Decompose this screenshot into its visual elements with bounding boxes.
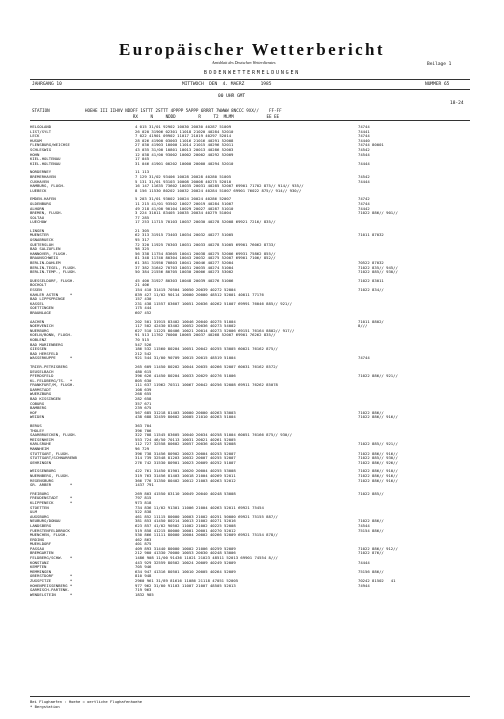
report-supplement: 74744 bbox=[358, 200, 370, 206]
report-supplement: 71022 886// 910// bbox=[358, 468, 398, 474]
report-code: 422 761 31450 81901 10020 20004 40255 53008 bbox=[135, 468, 236, 474]
station-name: BAD HERSFELD bbox=[30, 350, 59, 356]
station-name: ALHORN bbox=[30, 205, 45, 211]
report-code: 438 688 32459 80602 10005 21010 40263 51004 bbox=[135, 414, 236, 420]
report-code: 268 655 bbox=[135, 391, 152, 397]
station-name: WEISSENBURG bbox=[30, 468, 56, 474]
report-code: 11 215 41/01 93502 10027 20019 40284 51007 bbox=[135, 200, 234, 206]
column-header-rule bbox=[30, 120, 470, 121]
station-name: ULM bbox=[30, 509, 38, 515]
station-name: NEUBURG/DONAU bbox=[30, 518, 61, 524]
station-name: WUERZBURG bbox=[30, 391, 52, 397]
report-code: 607 452 bbox=[135, 309, 152, 315]
station-name: WENDELSTEIN * bbox=[30, 591, 73, 597]
station-name: AUGSBURG bbox=[30, 513, 49, 519]
station-group bbox=[30, 170, 470, 193]
report-code: 112 727 32558 80602 10057 20036 40248 52008 bbox=[135, 441, 236, 447]
station-name: MUENCHEN, FLUGH. bbox=[30, 532, 68, 538]
report-code: 21 305 bbox=[135, 227, 150, 233]
report-code: 81 348 11740 80304 10043 20032 40275 52007 69901 7106/ 852// bbox=[135, 255, 276, 261]
report-code: 973 818 bbox=[135, 499, 152, 505]
station-group bbox=[30, 469, 470, 487]
report-supplement: 74744 bbox=[358, 355, 370, 361]
report-code: 154 410 31415 70504 10050 20039 40272 52004 bbox=[135, 287, 236, 292]
station-name: BRAUNSCHWEIG bbox=[30, 255, 59, 261]
report-code: 16 147 11635 73602 10035 20031 40285 52007 69901 71702 875// 914// 935// bbox=[135, 183, 304, 189]
report-code: 186 532 11560 80204 10051 20042 40255 53005 60021 76162 875// bbox=[135, 346, 278, 352]
station-name: GUETERSLOH bbox=[30, 241, 54, 247]
report-code: 231 438 11557 83607 10051 20036 40262 51007 69991 76046 885// 921// bbox=[135, 300, 292, 306]
report-code: 269 803 41550 83110 10049 20040 40248 53008 bbox=[135, 490, 236, 496]
station-name: OSNABRUECK bbox=[30, 237, 54, 243]
report-code: 396 738 31456 80902 10023 20004 40253 52007 bbox=[135, 450, 236, 456]
observation-time: 00 UHR GMT bbox=[218, 94, 246, 99]
report-code: 111 637 11962 70311 10067 20042 40256 52008 69911 76262 85078 bbox=[135, 382, 278, 388]
report-code: 2960 961 31/89 81616 11086 21118 47051 52005 bbox=[135, 578, 239, 584]
footer-rule bbox=[30, 696, 470, 697]
station-name: KIEL-HOLTENAU bbox=[30, 156, 61, 162]
station-name: AACHEN bbox=[30, 318, 45, 324]
station-table bbox=[30, 125, 470, 601]
report-subtitle: Amtsblatt des Deutschen Wetterdienstes bbox=[212, 60, 276, 65]
report-code: 17 253 11715 70103 10037 20030 40278 52008 69921 7216/ 835// bbox=[135, 219, 276, 225]
station-name: FRANKFURT/M, FLUGH. bbox=[30, 382, 75, 388]
report-supplement: 71022 885// 921// bbox=[358, 441, 398, 447]
report-code: 8 156 11530 80202 10032 20024 40284 51007 69901 76022 875// 914// 930// bbox=[135, 187, 302, 193]
station-group bbox=[30, 492, 470, 598]
station-name: ERDING bbox=[30, 536, 45, 542]
table-row bbox=[30, 461, 470, 466]
report-code: 96 729 bbox=[135, 446, 150, 451]
station-name: KEMPTEN bbox=[30, 564, 47, 570]
report-code: 314 739 32548 81203 10032 20007 40255 52007 bbox=[135, 455, 236, 461]
station-name: LINGEN bbox=[30, 227, 45, 233]
station-name: THOLEY bbox=[30, 427, 45, 433]
station-name: KOBLENZ bbox=[30, 336, 47, 342]
station-group bbox=[30, 197, 470, 225]
station-name: FLENSBURG/WEICHSE bbox=[30, 142, 70, 148]
report-supplement: 71022 876// bbox=[358, 550, 384, 556]
beilage-label: Beilage 1 bbox=[427, 62, 452, 67]
station-name: STOETTEN bbox=[30, 504, 49, 510]
station-name: GR. ARBER * bbox=[30, 482, 73, 488]
station-name: MUEHLDORF bbox=[30, 541, 52, 547]
report-code: 175 444 bbox=[135, 305, 152, 311]
report-code: 37 382 31642 70703 10031 20035 40274 51004 bbox=[135, 264, 234, 270]
report-code: 443 929 32559 80502 10024 20009 40249 52009 bbox=[135, 559, 236, 565]
report-supplement: 71022 886// bbox=[358, 409, 384, 415]
station-name: BERLIN-DAHLEM bbox=[30, 260, 61, 266]
report-supplement: 74440 bbox=[358, 137, 370, 143]
report-code: 480 615 bbox=[135, 368, 152, 374]
table-row bbox=[30, 483, 470, 488]
report-supplement: 71022 886// 926// bbox=[358, 459, 398, 465]
report-code: 77 285 bbox=[135, 214, 150, 220]
report-code: 634 947 41316 80501 10010 20005 40264 52009 bbox=[135, 568, 236, 574]
station-name: LUECHOW bbox=[30, 219, 47, 225]
report-code: 409 893 31440 80000 10002 21006 40259 52009 bbox=[135, 545, 236, 551]
station-name: WASSERKUPPE * bbox=[30, 355, 73, 361]
report-code: 553 724 46/50 70113 10031 20021 40261 52005 bbox=[135, 436, 236, 442]
report-code: 276 742 31530 80901 10023 20009 40252 51007 bbox=[135, 459, 236, 465]
report-supplement: 74444 bbox=[358, 559, 370, 565]
report-code: 98 325 bbox=[135, 246, 150, 252]
station-name: MEISENHEIM bbox=[30, 436, 54, 442]
station-name: ZUGSPITZE * bbox=[30, 578, 73, 584]
report-title: Europäischer Wetterbericht bbox=[119, 40, 385, 59]
station-group bbox=[30, 424, 470, 465]
station-name: FREUDENSTADT * bbox=[30, 495, 73, 501]
table-row bbox=[30, 162, 470, 167]
station-name: SOLTAU bbox=[30, 214, 45, 220]
report-code: 265 609 11450 80202 10044 20035 40266 52007 60031 76162 8572/ bbox=[135, 363, 278, 369]
report-supplement: 74544 bbox=[358, 151, 370, 157]
report-supplement: 71022 886// 912// bbox=[358, 545, 398, 551]
station-name: BERLIN-TEGEL, FLUGH. bbox=[30, 264, 77, 270]
report-code: 91 513 11762 70000 10065 20037 40268 52007 69901 76262 835// bbox=[135, 332, 276, 338]
report-code: 734 836 11/02 91301 11006 21004 40263 52011 69921 75454 bbox=[135, 504, 264, 510]
station-name: BAD MARIENBERG bbox=[30, 341, 63, 347]
station-name: DEUSELBACH bbox=[30, 368, 54, 374]
report-supplement: 74742 bbox=[358, 196, 370, 202]
report-code: 319 763 31456 81403 10018 21004 40269 52011 bbox=[135, 472, 236, 478]
report-supplement: 71022 885// 930// bbox=[358, 455, 398, 461]
report-code: 27 030 41903 10000 11014 21015 40296 52011 bbox=[135, 142, 234, 148]
report-supplement: 71022 886// 916// bbox=[358, 414, 398, 420]
footer-note-mountain: * Bergstation bbox=[30, 704, 60, 709]
header-rule-mid bbox=[30, 89, 470, 90]
station-name: STUTTGART/SCHNARRENB bbox=[30, 455, 77, 461]
station-name: HUSUM bbox=[30, 137, 42, 143]
report-supplement: 71022 834// bbox=[358, 287, 384, 292]
station-name: PFERDSFELD bbox=[30, 373, 54, 379]
report-code: 212 900 41330 70000 10053 20030 40248 53006 bbox=[135, 550, 236, 556]
station-name: LIST/SYLT bbox=[30, 128, 52, 134]
report-supplement: 74944 bbox=[358, 582, 370, 588]
report-code: 45 400 31927 80303 10048 20039 40276 51006 bbox=[135, 277, 234, 283]
report-code: 50 384 21556 80705 10030 20006 40273 53002 bbox=[135, 269, 234, 275]
report-supplement: 70522 87032 bbox=[358, 260, 384, 266]
station-name: STUTTGART, FLUGH. bbox=[30, 450, 70, 456]
report-supplement: 71022 886// 921// bbox=[358, 373, 398, 379]
station-name: MANNHEIM bbox=[30, 446, 49, 451]
station-name: EMDEN-HAFEN bbox=[30, 196, 56, 202]
report-code: 212 542 bbox=[135, 350, 152, 356]
report-code: 1832 985 bbox=[135, 591, 154, 597]
report-code: 401 875 bbox=[135, 541, 152, 547]
station-name: HOF bbox=[30, 409, 38, 415]
station-name: COBURG bbox=[30, 400, 45, 406]
station-name: KLIPPENECK * bbox=[30, 499, 73, 505]
report-number: NUMMER 65 bbox=[425, 82, 450, 87]
report-code: 977 962 31/00 91103 11007 21007 48505 52013 bbox=[135, 582, 236, 588]
station-name: WEIDEN bbox=[30, 414, 45, 420]
station-name: KARLSRUHE bbox=[30, 441, 52, 447]
report-code: 157 430 bbox=[135, 296, 152, 302]
report-code: 1486 908 11/00 91436 11021 21023 48511 52013 69901 74554 8/// bbox=[135, 555, 278, 561]
station-name: SCHLESWIG bbox=[30, 146, 52, 152]
report-code: 282 658 bbox=[135, 396, 152, 402]
column-header-line2: RX N NDDD R T2 MLMM EE EE bbox=[32, 114, 280, 119]
column-header-line1: STATION HOEHE III IIHVV NDDFF 1STTT 2STTT 4PPPP 5APPP 6RRRT 7WWWW 8NCCC 9XX// FF-FF bbox=[32, 108, 282, 113]
station-name: REGENSBURG bbox=[30, 477, 54, 483]
station-name: BREMERHAVEN bbox=[30, 173, 56, 179]
section-title: BODENWETTERMELDUNGEN bbox=[203, 70, 301, 76]
report-code: 805 630 bbox=[135, 377, 152, 383]
station-group bbox=[30, 279, 470, 316]
report-supplement: 8/// bbox=[358, 323, 368, 329]
station-name: MEMMINGEN bbox=[30, 568, 52, 574]
report-code: 396 626 41450 80204 10033 20029 40276 51006 bbox=[135, 373, 236, 379]
station-name: BAD LIPPSPRINGE bbox=[30, 296, 66, 302]
report-code: 363 704 bbox=[135, 423, 152, 429]
station-name: DUESSELDORF, FLUGH. bbox=[30, 277, 75, 283]
station-name: BREMEN, FLUGH. bbox=[30, 210, 63, 216]
report-code: 797 815 bbox=[135, 495, 152, 501]
station-name: CUXHAVEN bbox=[30, 178, 49, 184]
report-code: 5 203 31/01 93002 10024 20024 40286 52007 bbox=[135, 196, 232, 202]
station-name: FUERSTENFELDBRUCK bbox=[30, 527, 70, 533]
jahrgang: JAHRGANG 10 bbox=[32, 82, 62, 87]
station-name: LANDSBERG bbox=[30, 522, 52, 528]
report-date: MITTWOCH DEN 4. MAERZ 1985 bbox=[182, 82, 272, 87]
report-supplement: 71011 87032 bbox=[358, 232, 384, 238]
station-name: BERLIN-TEMP., FLUGH. bbox=[30, 269, 77, 275]
report-code: 61 381 31950 70803 10041 20046 40277 52004 bbox=[135, 260, 234, 266]
report-code: 49 218 41/00 90104 10029 20027 40287 51010 bbox=[135, 205, 234, 211]
report-code: 3 224 31011 83405 10035 20034 40279 51004 bbox=[135, 210, 232, 216]
report-code: 623 857 41/02 90502 11002 21002 40225 52008 bbox=[135, 522, 236, 528]
report-code: 519 858 41215 80000 10001 20001 40270 52012 bbox=[135, 527, 236, 533]
report-supplement: 71022 886// 916// bbox=[358, 477, 398, 483]
table-row bbox=[30, 270, 470, 275]
station-name: KONSTANZ bbox=[30, 559, 49, 565]
report-code: 839 427 11/02 90114 10000 20000 48512 52001 40011 77176 bbox=[135, 291, 264, 297]
station-name: NUERNBERG, FLUGH. bbox=[30, 472, 70, 478]
station-group bbox=[30, 320, 470, 361]
station-name: KASSEL bbox=[30, 300, 45, 306]
report-supplement: 71022 886// 916// bbox=[358, 450, 398, 456]
report-code: 357 671 bbox=[135, 400, 152, 406]
station-name: FREIBURG bbox=[30, 490, 49, 496]
report-supplement: 71022 885// 930// bbox=[358, 269, 398, 275]
station-group bbox=[30, 229, 470, 275]
report-code: 4 015 31/01 92902 10030 20030 40287 51009 bbox=[135, 124, 232, 129]
station-name: BAMBERG bbox=[30, 405, 47, 411]
report-code: 705 946 bbox=[135, 564, 152, 570]
station-name: KIEL-HOLTENAU bbox=[30, 160, 61, 166]
report-code: 462 863 bbox=[135, 536, 152, 542]
station-name: GIESSEN bbox=[30, 346, 47, 352]
report-supplement: 74744 bbox=[358, 124, 370, 129]
report-supplement: 74542 bbox=[358, 173, 370, 179]
station-name: BERUS bbox=[30, 423, 42, 429]
station-name: OLDENBURG bbox=[30, 200, 52, 206]
station-group bbox=[30, 125, 470, 166]
table-row bbox=[30, 189, 470, 194]
station-name: ESSEN bbox=[30, 287, 42, 292]
station-name: HAMBURG, FLUGH. bbox=[30, 183, 66, 189]
report-supplement: 74441 bbox=[358, 128, 370, 134]
station-name: BREMGARTEN bbox=[30, 550, 54, 556]
report-code: 117 502 42430 83402 10052 20036 40273 54002 bbox=[135, 323, 236, 329]
report-supplement: 75156 886// bbox=[358, 568, 384, 574]
report-supplement: 74542 bbox=[358, 146, 370, 152]
report-code: 202 501 31915 83402 10046 20040 40275 51004 bbox=[135, 318, 236, 324]
station-name: DARMSTADT bbox=[30, 386, 52, 392]
report-code: 95 317 bbox=[135, 237, 150, 243]
station-name: OEHRINGEN bbox=[30, 459, 52, 465]
report-code: 366 776 31350 80402 10012 21003 40263 52012 bbox=[135, 477, 236, 483]
station-name: NOERVENICH bbox=[30, 323, 54, 329]
station-name: HELGOLAND bbox=[30, 124, 52, 129]
footer-note-airports: Bei Flughaefen : Hoehe = oertliche Flughafenhoehe bbox=[30, 699, 143, 704]
report-code: 21 406 bbox=[135, 282, 150, 288]
report-code: 11 113 bbox=[135, 169, 150, 175]
report-code: 28 026 41900 03003 11016 21016 40291 52008 bbox=[135, 137, 234, 143]
report-code: 56 338 11754 83605 10041 20038 40275 52006 69931 75862 855// bbox=[135, 250, 276, 256]
station-name: HOHENPEISSENBERG * bbox=[30, 582, 73, 588]
time-range: 18-24 bbox=[450, 101, 464, 106]
header-rule-top bbox=[30, 79, 470, 80]
report-code: 239 675 bbox=[135, 405, 152, 411]
station-name: LUEBECK bbox=[30, 187, 47, 193]
report-code: 17 045 bbox=[135, 156, 150, 162]
report-code: 530 866 11111 80000 10004 20002 40266 52009 69921 75154 878// bbox=[135, 532, 278, 538]
station-name: BAD KISSINGEN bbox=[30, 396, 61, 402]
report-code: 322 708 11545 83605 10040 20034 40258 51004 60051 76166 875// 930// bbox=[135, 432, 292, 438]
report-code: 43 035 31/00 10801 10013 20013 40286 52003 bbox=[135, 146, 234, 152]
report-code: 567 685 31218 81403 10000 20000 40263 53003 bbox=[135, 409, 236, 415]
station-name: FELDBERG/SCHW. * bbox=[30, 555, 73, 561]
report-code: 396 706 bbox=[135, 427, 152, 433]
station-group bbox=[30, 365, 470, 420]
report-code: 7 129 31/02 93406 10028 20028 40280 51005 bbox=[135, 173, 232, 179]
table-row bbox=[30, 415, 470, 420]
report-code: 12 038 41/00 93002 10002 20002 40292 52009 bbox=[135, 151, 234, 157]
report-supplement: 71022 885// bbox=[358, 490, 384, 496]
station-name: NUERBURG bbox=[30, 327, 49, 333]
report-code: 26 020 31906 02301 11018 21020 40284 52010 bbox=[135, 128, 234, 134]
report-supplement: 71022 886// bbox=[358, 518, 384, 524]
table-row bbox=[30, 593, 470, 598]
table-row bbox=[30, 220, 470, 225]
table-row bbox=[30, 311, 470, 316]
station-name: NORDERNEY bbox=[30, 169, 52, 175]
station-name: BAD SALZUFLEN bbox=[30, 246, 61, 252]
station-name: HOHN bbox=[30, 151, 40, 157]
station-name: KOELN/BONN, FLUGH. bbox=[30, 332, 73, 338]
report-code: 72 320 11925 70303 10031 20033 40278 51005 69901 76062 8733/ bbox=[135, 241, 276, 247]
report-code: 5 131 31/01 93103 10008 20008 40275 52010 bbox=[135, 178, 232, 184]
report-supplement: 74444 bbox=[358, 178, 370, 184]
station-name: GARMISCH-PARTENK. bbox=[30, 587, 70, 593]
report-supplement: 71022 886// 901// bbox=[358, 210, 398, 216]
report-code: 522 838 bbox=[135, 509, 152, 515]
table-row bbox=[30, 356, 470, 361]
station-name: KL.FELDBERG/TS. * bbox=[30, 377, 73, 383]
station-name: TRIER-PETRISBERG bbox=[30, 363, 68, 369]
station-name: KAHLER ASTEN * bbox=[30, 291, 73, 297]
report-code: 70 515 bbox=[135, 336, 150, 342]
station-name: PASSAU bbox=[30, 545, 45, 551]
station-name: MUENSTER bbox=[30, 232, 49, 238]
report-code: 719 963 bbox=[135, 587, 152, 593]
report-code: 108 639 bbox=[135, 386, 152, 392]
report-supplement: 71011 8802/ bbox=[358, 318, 384, 324]
report-supplement: 71022 886// 916// bbox=[358, 472, 398, 478]
report-code: 381 853 41450 80214 10013 21002 40271 52016 bbox=[135, 518, 236, 524]
report-supplement: 71022 835// 945// bbox=[358, 264, 398, 270]
station-name: SAARBRUECKEN, FLUGH. bbox=[30, 432, 77, 438]
report-supplement: 74744 bbox=[358, 133, 370, 139]
report-supplement: 74442 bbox=[358, 205, 370, 211]
station-name: GOETTINGEN bbox=[30, 305, 54, 311]
station-name: BRAUNLAGE bbox=[30, 309, 52, 315]
report-code: 461 852 11115 80000 10003 21002 40251 50000 69921 75155 887// bbox=[135, 513, 278, 519]
station-name: OBERSTDORF * bbox=[30, 573, 73, 579]
report-code: 810 948 bbox=[135, 573, 152, 579]
report-code: 627 510 11225 80406 10021 20014 40273 52006 69151 76164 8802// 917// bbox=[135, 327, 295, 333]
report-code: 921 544 31/00 90709 10015 20015 48519 51004 bbox=[135, 355, 236, 361]
report-supplement: 70242 81502 41 bbox=[358, 578, 396, 584]
station-name: BOCHOLT bbox=[30, 282, 47, 288]
report-code: 7 022 41901 09902 11017 21019 40297 52014 bbox=[135, 133, 232, 139]
report-supplement: 74544 bbox=[358, 522, 370, 528]
station-name: LECK bbox=[30, 133, 40, 139]
report-supplement: 75154 886// bbox=[358, 527, 384, 533]
report-supplement: 71022 83011 bbox=[358, 277, 384, 283]
report-code: 1437 791 bbox=[135, 482, 154, 488]
report-supplement: 74444 bbox=[358, 160, 370, 166]
report-supplement: 74744 80001 bbox=[358, 142, 384, 148]
report-code: 31 046 41901 00202 10000 20000 40294 52010 bbox=[135, 160, 234, 166]
report-code: 547 526 bbox=[135, 341, 152, 347]
report-code: 62 313 31915 73403 10034 20032 40277 51005 bbox=[135, 232, 234, 238]
station-name: HANNOVER, FLUGH. bbox=[30, 250, 68, 256]
